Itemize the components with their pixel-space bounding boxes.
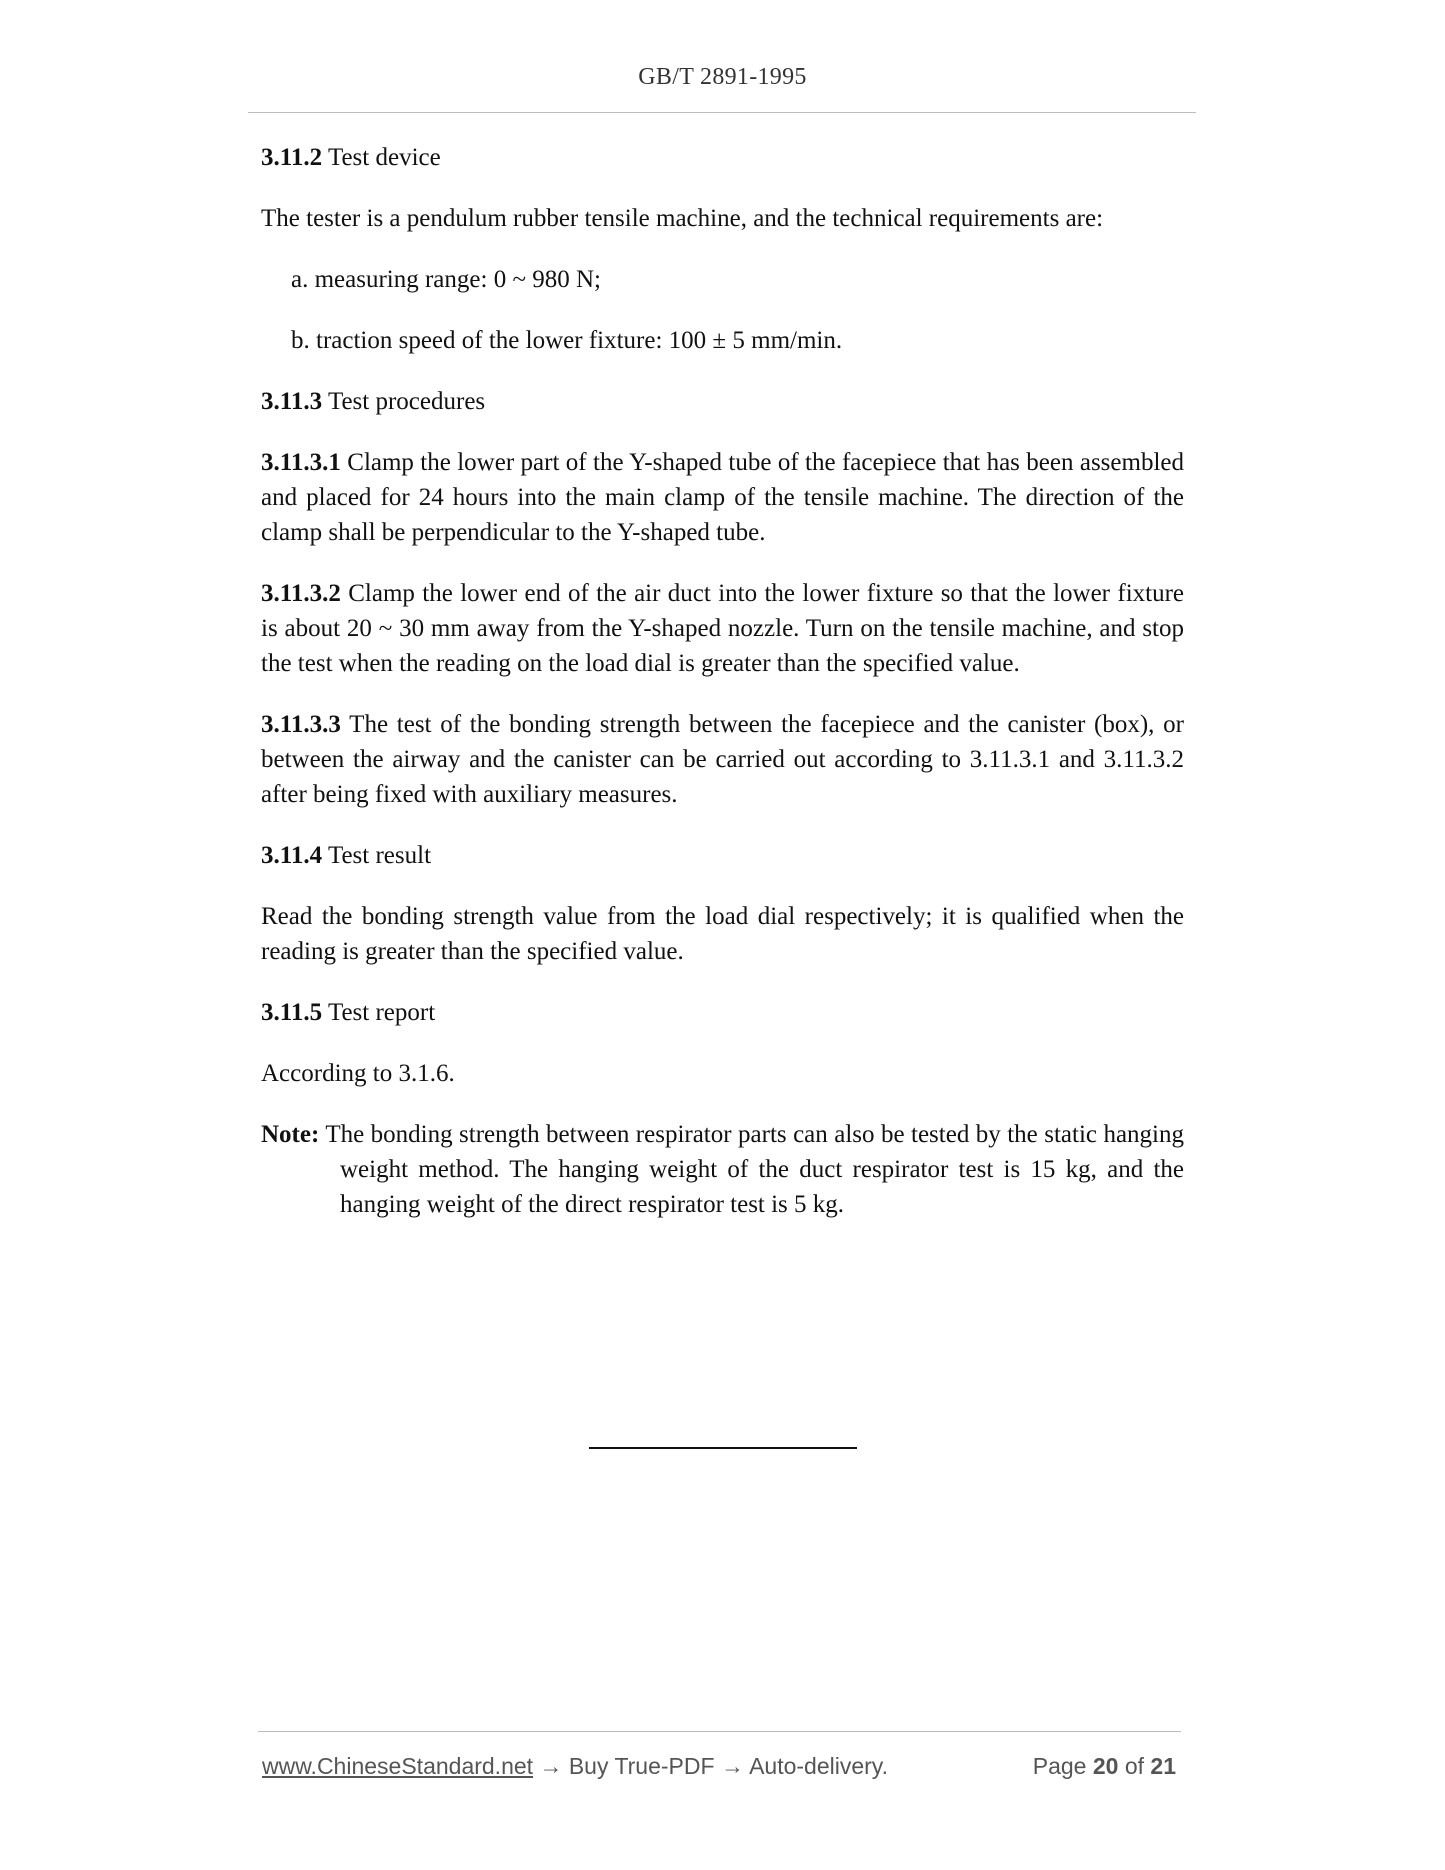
paragraph-text: Clamp the lower part of the Y-shaped tube of the facepiece that has been assembled and placed for 24 hours into the main clamp of the tensile machine. The direction of the clamp shall be perpendicular to the Y-shaped tube. bbox=[261, 449, 1184, 546]
section-number: 3.11.5 bbox=[261, 999, 323, 1026]
section-number: 3.11.3 bbox=[261, 388, 323, 415]
section-3-11-3-3-paragraph bbox=[261, 707, 1184, 812]
section-number: 3.11.3.3 bbox=[261, 711, 341, 738]
test-report-paragraph: According to 3.1.6. bbox=[261, 1060, 455, 1087]
test-result-paragraph: Read the bonding strength value from the load dial respectively; it is qualified when the reading is greater than the specified value. bbox=[261, 903, 1184, 965]
section-title: Test report bbox=[327, 999, 436, 1026]
header-divider bbox=[248, 112, 1196, 113]
section-number: 3.11.4 bbox=[261, 842, 323, 869]
tester-intro-paragraph: The tester is a pendulum rubber tensile machine, and the technical requirements are: bbox=[261, 205, 1104, 232]
document-body bbox=[261, 140, 1184, 1222]
auto-delivery-text: Auto-delivery. bbox=[749, 1753, 888, 1779]
page-of-label: of bbox=[1124, 1753, 1145, 1779]
section-number: 3.11.3.1 bbox=[261, 449, 341, 476]
list-item-a: a. measuring range: 0 ~ 980 N; bbox=[291, 266, 601, 293]
page-label: Page bbox=[1032, 1753, 1087, 1779]
arrow-right-icon: → bbox=[539, 1753, 563, 1779]
section-3-11-3-2-paragraph bbox=[261, 576, 1184, 681]
page-total: 21 bbox=[1150, 1753, 1176, 1779]
note-paragraph bbox=[261, 1117, 1184, 1222]
arrow-right-icon: → bbox=[720, 1753, 744, 1779]
section-title: Test procedures bbox=[327, 388, 486, 415]
footer-promo bbox=[262, 1751, 888, 1781]
section-number: 3.11.2 bbox=[261, 144, 323, 171]
page-current: 20 bbox=[1092, 1753, 1119, 1779]
section-3-11-5-heading bbox=[261, 995, 1184, 1030]
buy-true-pdf-text: Buy True-PDF bbox=[568, 1753, 715, 1779]
footer-divider bbox=[258, 1731, 1181, 1732]
page-header-title: GB/T 2891-1995 bbox=[638, 64, 807, 90]
section-title: Test device bbox=[327, 144, 441, 171]
section-title: Test result bbox=[327, 842, 432, 869]
section-3-11-4-heading bbox=[261, 838, 1184, 873]
note-label: Note: bbox=[261, 1121, 320, 1148]
paragraph-text: The test of the bonding strength between the facepiece and the canister (box), or between the airway and the canister can be carried out according to 3.11.3.1 and 3.11.3.2 after being fixed with auxiliary measures. bbox=[261, 711, 1184, 808]
list-item-b: b. traction speed of the lower fixture: 100 ± 5 mm/min. bbox=[291, 327, 843, 354]
paragraph-text: Clamp the lower end of the air duct into the lower fixture so that the lower fixture is about 20 ~ 30 mm away from the Y-shaped nozzle. Turn on the tensile machine, and stop the test when the reading on the load dial is greater than the specified value. bbox=[261, 580, 1185, 677]
page-number bbox=[1033, 1751, 1176, 1781]
website-link[interactable]: www.ChineseStandard.net bbox=[262, 1753, 534, 1779]
section-3-11-2-heading bbox=[261, 140, 1184, 175]
section-3-11-3-1-paragraph bbox=[261, 445, 1184, 550]
end-of-section-rule bbox=[589, 1447, 857, 1449]
note-text: The bonding strength between respirator parts can also be tested by the static hanging weight method. The hanging weight of the duct respirator test is 15 kg, and the hanging weight of the direct respirator test is 5 kg. bbox=[325, 1121, 1184, 1218]
section-3-11-3-heading bbox=[261, 384, 1184, 419]
section-number: 3.11.3.2 bbox=[261, 580, 341, 607]
